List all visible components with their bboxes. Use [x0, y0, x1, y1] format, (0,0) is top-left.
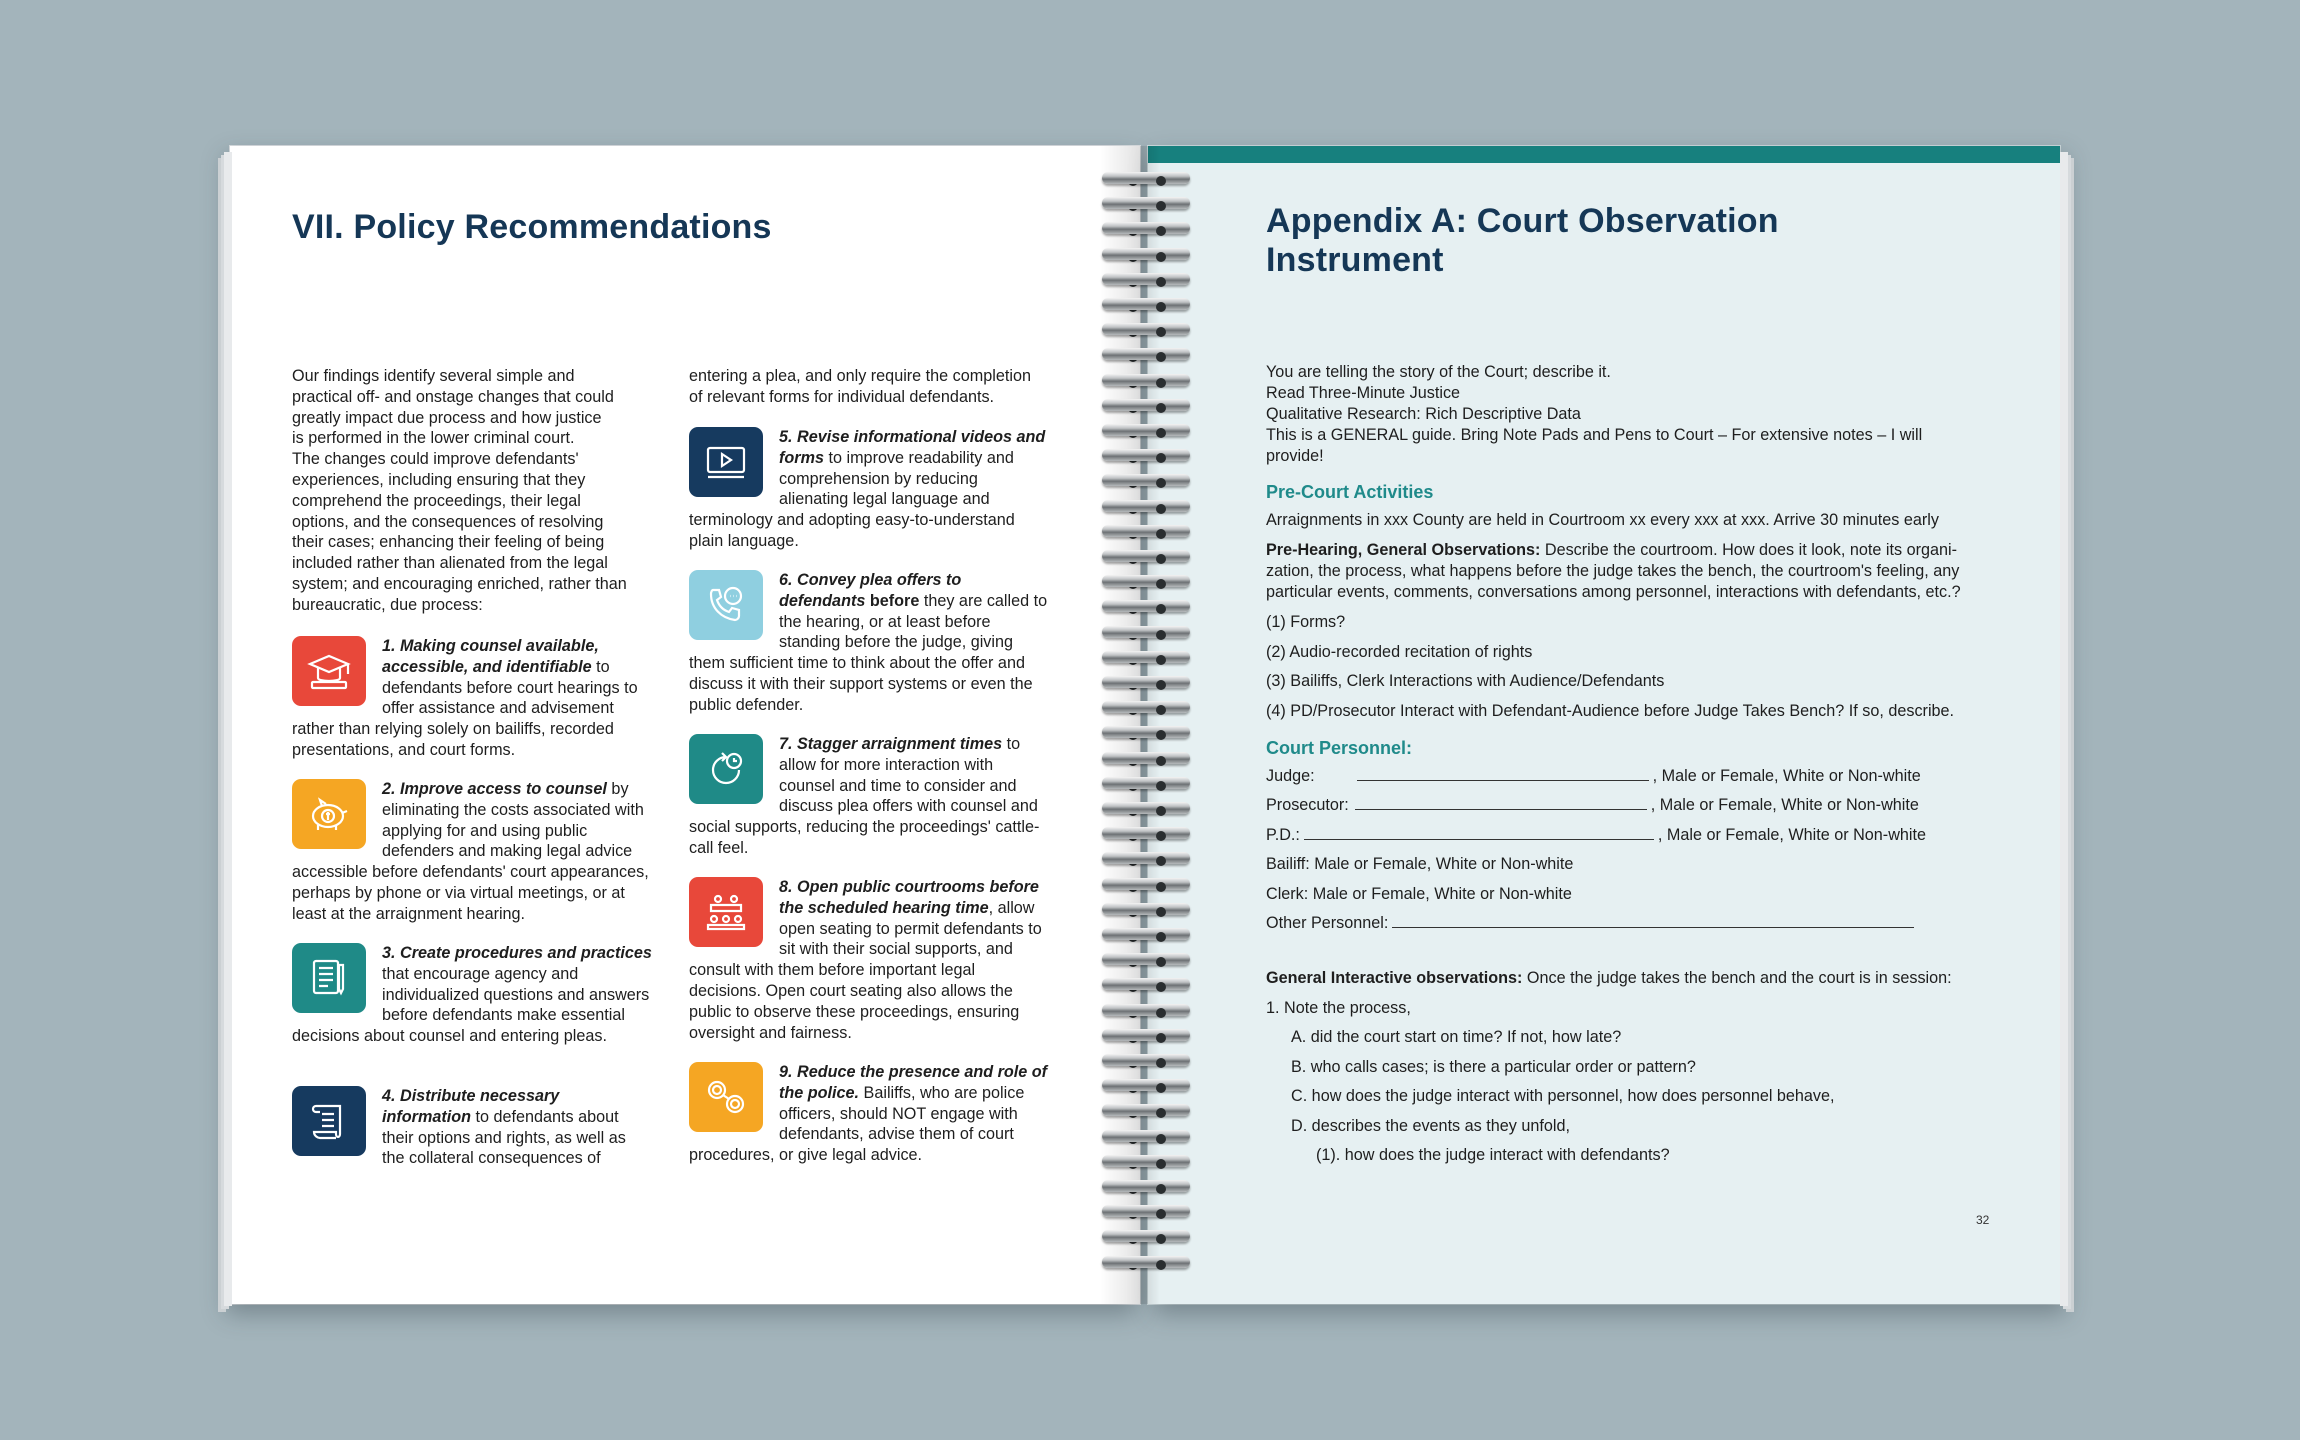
spiral-coil: [1098, 1252, 1194, 1276]
handcuffs-icon: [689, 1062, 763, 1132]
pre-court-heading: Pre-Court Activities: [1266, 482, 1434, 502]
spiral-coil: [1098, 370, 1194, 394]
spiral-coil: [1098, 344, 1194, 368]
spiral-coil: [1098, 974, 1194, 998]
spiral-coil: [1098, 672, 1194, 696]
spiral-coil: [1098, 899, 1194, 923]
pd-blank[interactable]: [1304, 826, 1654, 840]
spiral-coil: [1098, 470, 1194, 494]
continuation-line: entering a plea, and only require the completion: [689, 367, 1031, 385]
spiral-coil: [1098, 319, 1194, 343]
spiral-binding: [1098, 168, 1194, 1304]
left-page: [230, 146, 1140, 1304]
spiral-coil: [1098, 1201, 1194, 1225]
spiral-coil: [1098, 1025, 1194, 1049]
intro-line: Our findings identify several simple and: [292, 367, 575, 385]
document-pen-icon: [292, 943, 366, 1013]
spiral-coil: [1098, 294, 1194, 318]
spiral-coil: [1098, 1075, 1194, 1099]
spiral-coil: [1098, 697, 1194, 721]
intro-line: bureaucratic, due process:: [292, 595, 483, 614]
intro-line: included rather than alienated from the legal: [292, 554, 608, 573]
video-player-icon: [689, 427, 763, 497]
spiral-coil: [1098, 622, 1194, 646]
recommendation-item: 7. Stagger arraignment times to allow for more interaction with counsel and time to consider and discuss plea offers with counsel and social supports, reducing the proceedings' cattle-call feel.: [689, 735, 1040, 857]
page-heading: VII. Policy Recommendations: [292, 208, 772, 246]
scroll-icon: [292, 1086, 366, 1156]
other-personnel-blank[interactable]: [1392, 914, 1914, 928]
spiral-coil: [1098, 773, 1194, 797]
spiral-coil: [1098, 571, 1194, 595]
personnel-pd-line: P.D.: , Male or Female, White or Non-white: [1266, 826, 1926, 844]
piggy-bank-icon: [292, 779, 366, 849]
intro-line: their cases; enhancing their feeling of being: [292, 533, 605, 552]
spiral-coil: [1098, 1176, 1194, 1200]
spiral-coil: [1098, 748, 1194, 772]
spiral-coil: [1098, 924, 1194, 948]
spiral-coil: [1098, 521, 1194, 545]
intro-line: experiences, including ensuring that they: [292, 470, 586, 489]
appendix-heading: Appendix A: Court Observation Instrument: [1266, 202, 1779, 279]
spiral-coil: [1098, 218, 1194, 242]
recommendation-item: 6. Convey plea offers to defendants before they are called to the hearing, or at least before standing before the judge, giving them sufficient time to think about the offer and discuss it with their support systems or even the public defender.: [689, 571, 1048, 714]
recommendation-item: 4. Distribute necessary information to defendants about their options and rights, as well as the collateral consequences of: [292, 1086, 652, 1169]
judge-blank[interactable]: [1357, 767, 1649, 781]
phone-chat-icon: [689, 570, 763, 640]
spiral-coil: [1098, 546, 1194, 570]
recommendation-item: 3. Create procedures and practices that encourage agency and individualized questions and answers before defendants make essential decisions about counsel and entering pleas.: [292, 944, 652, 1046]
spiral-coil: [1098, 1100, 1194, 1124]
spiral-coil: [1098, 647, 1194, 671]
graduation-cap-icon: [292, 636, 366, 706]
recommendation-item: 5. Revise informational videos and forms to improve readability and comprehension by reducing alienating legal language and terminology and adopting easy-to-understand plain language.: [689, 428, 1046, 550]
spiral-coil: [1098, 874, 1194, 898]
page-number: 32: [1976, 1213, 1990, 1227]
intro-line: is performed in the lower criminal court.: [292, 429, 575, 448]
spiral-coil: [1098, 445, 1194, 469]
intro-line: options, and the consequences of resolving: [292, 512, 604, 531]
intro-paragraph: [292, 366, 662, 616]
spiral-coil: [1098, 1050, 1194, 1074]
continuation-line: of relevant forms for individual defendants.: [689, 387, 995, 406]
right-page: Appendix A: Court Observation Instrument You are telling the story of the Court; describe it. Read Three-Minute Justice Qualitative Research: Rich Descriptive Data This is a GENERAL guide. Bring Note Pads and Pens to Court – For extensive notes – I will provide! Pre-Court Activities Arraignments in xxx County are held in Courtroom xx every xxx at xxx. Arrive 30 minutes early Pre-Hearing, General Observations: Describe the courtroom. How does it look, note its organi- zation, the process, what happens before the judge takes the bench, the courtroom's feeling, any particular events, comments, conversations among personnel, interactions with defendants, etc.? (1) Forms? (2) Audio-recorded recitation of rights (3) Bailiffs, Clerk Interactions with Audience/Defendants (4) PD/Prosecutor Interact with Defendant-Audience before Judge Takes Bench? If so, describe. Court Personnel: Judge: , Male or Female, White or Non-white Prosecutor: , Male or Female, White or Non-white P.D.: , Male or Female, White or Non-white Bailiff: Male or Female, White or Non-white Clerk: Male or Female, White or Non-white Other Personnel: General Interactive observations: Once the judge takes the bench and the court is in session: 1. Note the process, A. did the court start on time? If not, how late? B. who calls cases; is there a particular order or pattern? C. how does the judge interact with personnel, how does personnel behave, D. describes the events as they unfold, (1). how does the judge interact with defendants? 32: [1148, 146, 2060, 1304]
personnel-judge-line: Judge: , Male or Female, White or Non-white: [1266, 767, 1921, 785]
spiral-coil: [1098, 798, 1194, 822]
spiral-coil: [1098, 722, 1194, 746]
personnel-prosecutor-line: Prosecutor: , Male or Female, White or Non-white: [1266, 796, 1919, 814]
courtroom-seating-icon: [689, 877, 763, 947]
prosecutor-blank[interactable]: [1355, 796, 1647, 810]
spiral-coil: [1098, 1126, 1194, 1150]
clock-refresh-icon: [689, 734, 763, 804]
spiral-coil: [1098, 1000, 1194, 1024]
spiral-coil: [1098, 596, 1194, 620]
pre-hearing-line: Pre-Hearing, General Observations: Describe the courtroom. How does it look, note its organi-: [1266, 541, 1957, 559]
spiral-coil: [1098, 193, 1194, 217]
spiral-coil: [1098, 269, 1194, 293]
general-observations-line: General Interactive observations: Once the judge takes the bench and the court is in session:: [1266, 969, 1952, 987]
spiral-coil: [1098, 1151, 1194, 1175]
spiral-coil: [1098, 823, 1194, 847]
other-personnel-line: Other Personnel:: [1266, 913, 1918, 934]
column-continuation: [689, 366, 1069, 408]
intro-line: greatly impact due process and how justice: [292, 408, 602, 427]
recommendation-item: 9. Reduce the presence and role of the police. Bailiffs, who are police officers, should NOT engage with defendants, advise them of court procedures, or give legal advice.: [689, 1063, 1048, 1165]
spiral-coil: [1098, 395, 1194, 419]
spiral-coil: [1098, 1226, 1194, 1250]
recommendation-item: 8. Open public courtrooms before the scheduled hearing time, allow open seating to permit defendants to sit with their social supports, and consult with them before important legal decisions. Open court seating also allows the public to observe these proceedings, ensuring oversight and fairness.: [689, 878, 1042, 1042]
header-accent-bar: [1148, 146, 2060, 163]
court-personnel-heading: Court Personnel:: [1266, 738, 1413, 758]
spiral-coil: [1098, 848, 1194, 872]
spiral-coil: [1098, 420, 1194, 444]
spiral-coil: [1098, 168, 1194, 192]
intro-line: system; and encouraging enriched, rather than: [292, 574, 627, 593]
recommendation-item: 2. Improve access to counsel by eliminating the costs associated with applying for and using public defenders and making legal advice accessible before defendants' court appearances, perhaps by phone or via virtual meetings, or at least at the arraignment hearing.: [292, 780, 649, 923]
spiral-coil: [1098, 496, 1194, 520]
recommendation-item: 1. Making counsel available, accessible, and identifiable to defendants before court hearings to offer assistance and advisement rather than relying solely on bailiffs, recorded presentations, and court forms.: [292, 637, 638, 759]
intro-line: comprehend the proceedings, their legal: [292, 491, 581, 510]
intro-line: practical off- and onstage changes that could: [292, 387, 614, 406]
spiral-coil: [1098, 244, 1194, 268]
intro-line: The changes could improve defendants': [292, 450, 579, 469]
spiral-coil: [1098, 949, 1194, 973]
